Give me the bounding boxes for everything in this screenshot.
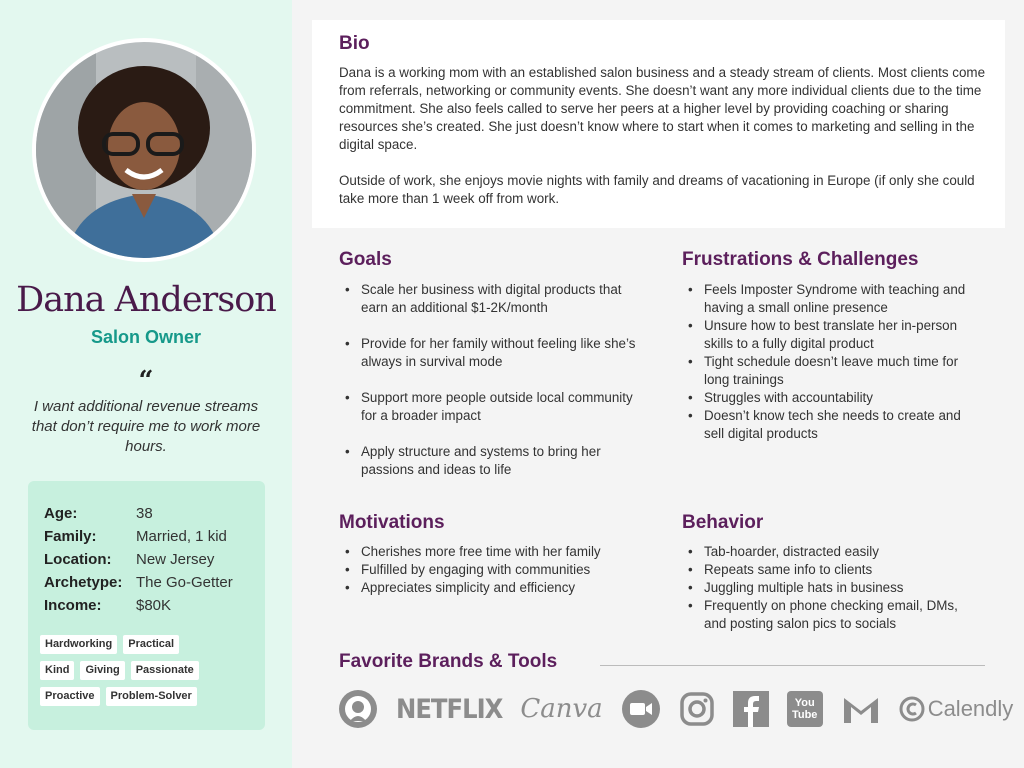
frustrations-section (682, 249, 982, 443)
motivations-list (339, 543, 649, 597)
bio-title: Bio (339, 33, 370, 54)
profile-photo (36, 42, 252, 258)
fact-value: Married, 1 kid (136, 528, 227, 545)
list-item: • Feels Imposter Syndrome with teaching and having a small online presence (704, 281, 982, 317)
calendly-logo-text: Calendly (927, 696, 1014, 721)
quote-mark: “ (138, 366, 154, 396)
youtube-logo-text: You Tube (791, 697, 818, 721)
goals-section (339, 249, 649, 497)
bio-text (339, 64, 987, 226)
list-item: • Fulfilled by engaging with communities (361, 561, 649, 579)
fact-location (44, 548, 233, 571)
trait-tag: Hardworking (40, 635, 117, 654)
netflix-icon (396, 694, 502, 725)
list-item: • Frequently on phone checking email, DMs, and posting salon pics to socials (704, 597, 972, 633)
list-item: • Repeats same info to clients (704, 561, 972, 579)
list-item: • Apply structure and systems to bring her passions and ideas to life (361, 443, 649, 479)
fact-value: $80K (136, 597, 172, 614)
goals-list (339, 281, 649, 479)
motivations-section (339, 512, 649, 597)
calendly-icon (899, 696, 1014, 722)
persona-role: Salon Owner (90, 327, 202, 347)
list-item: • Tab-hoarder, distracted easily (704, 543, 972, 561)
instagram-icon (679, 691, 715, 727)
frustrations-title: Frustrations & Challenges (682, 249, 919, 270)
fact-income (44, 594, 233, 617)
tag-row (40, 687, 260, 706)
trait-tag: Kind (40, 661, 74, 680)
list-item: • Tight schedule doesn’t leave much time for long trainings (704, 353, 982, 389)
trait-tag: Giving (80, 661, 124, 680)
fact-label: Age: (44, 505, 78, 522)
list-item: • Juggling multiple hats in business (704, 579, 972, 597)
fact-value: 38 (136, 505, 153, 522)
zoom-icon (621, 689, 661, 729)
netflix-logo-text: NETFLIX (396, 693, 503, 725)
bio-paragraph: Dana is a working mom with an established salon business and a steady stream of clients. Most clients come from referrals, networking or community events. She doesn’t want any more individual clients due to the time commitment. She also feels called to serve her peers at a higher level by providing coaching or sharing resources she’s created. She just doesn’t know where to start when it comes to marketing and selling in the digital space. (339, 65, 986, 152)
list-item: • Unsure how to best translate her in-person skills to a fully digital product (704, 317, 982, 353)
facts-list (44, 502, 233, 617)
fact-label: Archetype: (44, 574, 123, 591)
divider (600, 665, 985, 666)
tag-row (40, 661, 260, 680)
fact-label: Location: (44, 551, 112, 568)
profile-sidebar (0, 0, 292, 768)
fact-value: New Jersey (136, 551, 215, 568)
trait-tags (40, 635, 260, 713)
list-item: • Support more people outside local community for a broader impact (361, 389, 649, 425)
list-item: • Cherishes more free time with her family (361, 543, 649, 561)
trait-tag: Practical (123, 635, 179, 654)
frustrations-list (682, 281, 982, 443)
canva-logo-text: Canva (520, 694, 603, 724)
list-item: • Scale her business with digital products that earn an additional $1-2K/month (361, 281, 649, 317)
brand-logos (338, 686, 1024, 732)
youtube-icon (787, 691, 823, 727)
facebook-icon (733, 691, 769, 727)
bio-section (312, 20, 1005, 228)
behavior-section (682, 512, 972, 633)
trait-tag: Proactive (40, 687, 100, 706)
fact-family (44, 525, 233, 548)
trait-tag: Passionate (131, 661, 199, 680)
tag-row (40, 635, 260, 654)
behavior-title: Behavior (682, 512, 764, 533)
motivations-title: Motivations (339, 512, 445, 533)
behavior-list (682, 543, 972, 633)
fact-label: Income: (44, 597, 102, 614)
avatar (32, 38, 256, 262)
fact-archetype (44, 571, 233, 594)
fact-age (44, 502, 233, 525)
bio-paragraph: Outside of work, she enjoys movie nights with family and dreams of vacationing in Europe (if only she could take more than 1 week off from work. (339, 173, 975, 206)
list-item: • Provide for her family without feeling like she’s always in survival mode (361, 335, 649, 371)
starbucks-icon (338, 689, 378, 729)
goals-title: Goals (339, 249, 392, 270)
canva-icon (520, 694, 602, 724)
fact-value: The Go-Getter (136, 574, 233, 591)
gmail-icon (841, 693, 881, 725)
facts-card (28, 481, 265, 730)
fact-label: Family: (44, 528, 97, 545)
list-item: • Struggles with accountability (704, 389, 982, 407)
list-item: • Doesn’t know tech she needs to create and sell digital products (704, 407, 982, 443)
list-item: • Appreciates simplicity and efficiency (361, 579, 649, 597)
persona-name: Dana Anderson (16, 280, 276, 320)
trait-tag: Problem-Solver (106, 687, 197, 706)
persona-quote: I want additional revenue streams that don’t require me to work more hours. (31, 398, 261, 455)
brands-title: Favorite Brands & Tools (339, 651, 558, 672)
